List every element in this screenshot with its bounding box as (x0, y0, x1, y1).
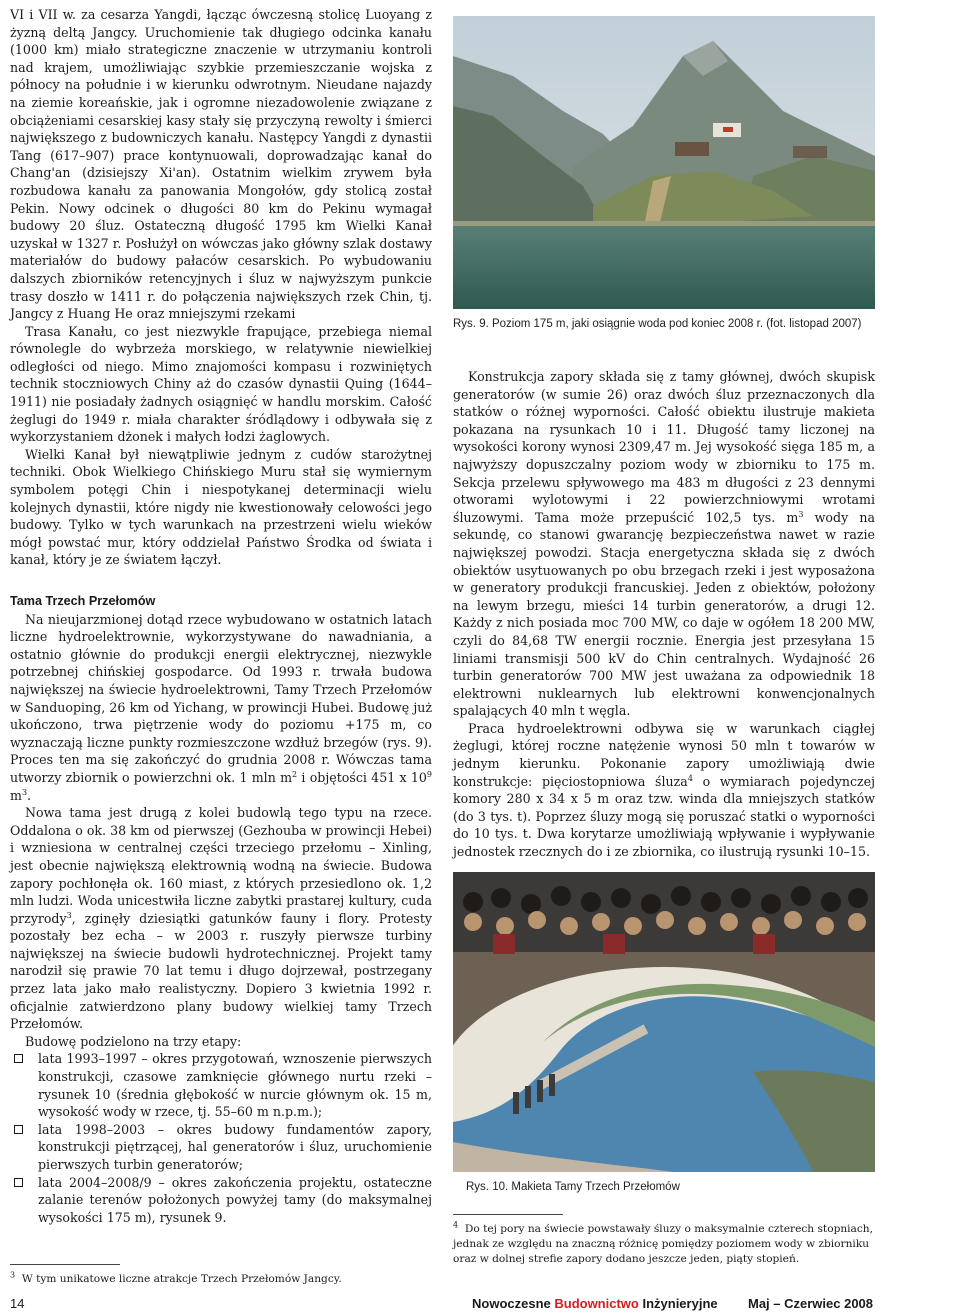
issue-date: Maj – Czerwiec 2008 (748, 1296, 874, 1311)
journal-title: Nowoczesne Budownictwo Inżynieryjne (472, 1296, 718, 1311)
stages-list (10, 1050, 432, 1226)
figure-9-caption: Rys. 9. Poziom 175 m, jaki osiągnie woda pod koniec 2008 r. (fot. listopad 2007) (453, 318, 862, 330)
section-heading: Tama Trzech Przełomów (10, 594, 156, 608)
checkbox-bullet-icon (14, 1178, 23, 1187)
figure-10-caption: Rys. 10. Makieta Tamy Trzech Przełomów (466, 1181, 680, 1193)
footnote-divider-right (453, 1214, 563, 1215)
stages-intro: Budowę podzielono na trzy etapy: (25, 1033, 242, 1049)
page-number: 14 (10, 1296, 25, 1311)
left-column (10, 6, 432, 1226)
paragraph-navigation: Praca hydroelektrowni odbywa się w warunkach ciągłej żeglugi, której roczne natężenie wynosi 50 mln t towarów w jednym kierunku. Pokonanie zapory umożliwiają dwie konstrukcje: pięciostopniowa śluza$^4$ o wymiarach pojedynczej komory 280 x 34 x 5 m oraz tzw. winda dla mniejszych statków (do 3 tys. t). Poprzez śluzy mogą się poruszać statki o wyporności do 10 tys. t. Dwa korytarze umożliwiają wpływanie i wypływanie jednostek rzecznych do i ze zbiornika, co ilustrują rysunki 10–15. (453, 720, 875, 860)
figure-10-photo (453, 872, 875, 1172)
paragraph-canal-route: Trasa Kanału, co jest niezwykle frapujące, przebiega niemal równolegle do wybrzeża morskiego, w relatywnie niewielkiej odległości od niego. Mimo znajomości kompasu i rozwiniętych technik stoczniowych Chiny aż do czasów dynastii Quing (1644–1911) nie posiadały żadnych osiągnięć w handlu morskim. Całość żeglugi do 1949 r. miała charakter śródlądowy i odbywała się z wykorzystaniem dżonek i małych łodzi żaglowych. (10, 323, 432, 445)
list-item: lata 1993–1997 – okres przygotowań, wznoszenie pierwszych konstrukcji, czasowe zamknięcie głównego nurtu rzeki – rysunek 10 (średnia głębokość w nurcie głównym ok. 15 m, wysokość wody w rzece, tj. 55–60 m n.p.m.); (10, 1050, 432, 1120)
footnote-3: $^3$ W tym unikatowe liczne atrakcje Trzech Przełomów Jangcy. (10, 1270, 342, 1285)
dam-model-image (453, 872, 875, 1172)
paragraph-dam-intro: Na nieujarzmionej dotąd rzece wybudowano w ostatnich latach liczne hydroelektrownie, wykorzystywane do nawadniania, a ostatnio głównie do produkcji energii elektrycznej, niezwykle potrzebnej chińskiej gospodarce. Od 1993 r. trwała budowa największej na świecie hydroelektrowni, Tamy Trzech Przełomów w Sanduoping, 26 km od Yichang, w prowincji Hubei. Budowę już ukończono, trwa piętrzenie wody do poziomu +175 m, co wyznaczają liczne punkty rozmieszczone wzdłuż brzegów (rys. 9). Proces ten ma się zakończyć do grudnia 2008 r. Wówczas tama utworzy zbiornik o powierzchni ok. 1 mln $m^2$ i objętości 451 x $10^9$ $m^3$. (10, 611, 432, 803)
paragraph-wonder: Wielki Kanał był niewątpliwie jednym z cudów starożytnej techniki. Obok Wielkiego Chińskiego Muru stał się wymiernym symbolem potęgi Chin i niespotykanej determinacji wielu kolejnych dynastii, które nigdy nie kwestionowały celowości jego budowy. Tylko w tych warunkach na przestrzeni wielu wieków mógł powstać mur, który oddzielał Państwo Środka od świata i kanał, który je ze światem łączył. (10, 446, 432, 568)
checkbox-bullet-icon (14, 1125, 23, 1134)
figure-9-photo (453, 16, 875, 309)
footnote-divider (10, 1264, 120, 1265)
paragraph-dam-second: Nowa tama jest drugą z kolei budowlą tego typu na rzece. Oddalona o ok. 38 km od pierwszej (Gezhouba w prowincji Hebei) i wzniesiona w centralnej części trzeciego przełomu – Xinling, jest obecnie największą elektrownią wodną na świecie. Budowa zapory pochłonęła ok. 160 miast, z których przesiedlono ok. 1,2 mln ludzi. Woda unicestwiła liczne zabytki prastarej kultury, cuda przyrody$^3$, zginęły dziesiątki gatunków fauny i flory. Protesty pozostały bez echa – w 2003 r. ruszyły pierwsze turbiny największej na świecie budowli hydrotechnicznej. Projekt tamy narodził się prawie 70 lat temu i długo dojrzewał, postrzegany przez lata jako mało realistyczny. Dopiero 3 kwietnia 1992 r. oficjalnie zatwierdzono plany budowy wielkiej tamy Trzech Przełomów. (10, 805, 432, 1032)
footnote-4: $^4$ Do tej pory na świecie powstawały śluzy o maksymalnie czterech stopniach, jednak ze względu na znaczną różnicę pomiędzy poziomem wody w zbiorniku oraz w dolnej strefie zapory dodano jeszcze jeden, piąty stopień. (453, 1220, 873, 1265)
right-column (453, 368, 875, 861)
paragraph-dam-construction: Konstrukcja zapory składa się z tamy głównej, dwóch skupisk generatorów (w sumie 26) oraz dwóch śluz przeznaczonych dla statków o różnej wyporności. Całość obiektu ilustruje makieta pokazana na rysunkach 10 i 11. Długość tamy liczonej na wysokości korony wynosi 2309,47 m. Jej wysokość sięga 185 m, a najwyższy dopuszczalny poziom wody w zbiorniku to 175 m. Sekcja przelewu spływowego ma 483 m długości z 23 dennymi otworami wylotowymi i 22 powierzchniowymi wrotami śluzowymi. Tama może przepuścić 102,5 tys. $m^3$ wody na sekundę, co stanowi gwarancję bezpieczeństwa nawet w razie największej powodzi. Stacja energetyczna składa się z dwóch obiektów usytuowanych po obu brzegach rzeki i jest wyposażona w generatory produkcji francuskiej. Jeden z obiektów, położony na lewym brzegu, mieści 14 turbin generatorów, a drugi 12. Każdy z nich posiada moc 700 MW, co daje w ogółem 18 200 MW, czyli do 84,68 TW energii rocznie. Energia jest przesyłana 15 liniami transmisji 500 kV do Chin centralnych. Wydajność 26 turbin generatorów 700 MW jest uważana za odpowiednik 18 elektrowni nuklearnych lub elektrowni konwencjonalnych spalających 40 mln t węgla. (453, 369, 875, 719)
river-landscape-image (453, 16, 875, 309)
checkbox-bullet-icon (14, 1054, 23, 1063)
intro-paragraph: VI i VII w. za cesarza Yangdi, łącząc ówczesną stolicę Luoyang z żyzną deltą Jangcy. Uruchomienie tak długiego odcinka kanału (1000 km) miało strategiczne znaczenie w utrzymaniu kontroli nad krajem, umożliwiając szybkie przemieszczanie wojska z północy na południe i w kierunku odwrotnym. Nieudane najazdy na ziemie koreańskie, jak i ogromne niezadowolenie związane z obciążeniami cesarskiej kasy stały się przyczyną rewolty i śmierci największego z budowniczych kanału. Następcy Yangdi z dynastii Tang (617–907) prace kontynuowali, doprowadzając kanał do Chang'an (dzisiejszy Xi'an). Ostatnim wielkim zrywem była rozbudowa kanału za panowania Mongołów, gdy stolicą został Pekin. Nowy odcinek o długości 80 km do Pekinu wymagał budowy 20 śluz. Ostateczną długość 1795 km Wielki Kanał uzyskał w 1327 r. Posłużył on wówczas jako główny szlak dostawy materiałów do budowy pałaców cesarskich. Po wybudowaniu dalszych zbiorników retencyjnych i śluz w najwyższym punkcie trasy doszło w 1411 r. do połączenia największych rzek Chin, tj. Jangcy z Huang He oraz mniejszymi rzekami (10, 7, 432, 322)
list-item: lata 2004–2008/9 – okres zakończenia projektu, ostateczne zalanie terenów położonych powyżej tamy (do maksymalnej wysokości 175 m), rysunek 9. (10, 1174, 432, 1227)
list-item: lata 1998–2003 – okres budowy fundamentów zapory, konstrukcji piętrzącej, hal generatorów i śluz, uruchomienie pierwszych turbin generatorów; (10, 1121, 432, 1174)
